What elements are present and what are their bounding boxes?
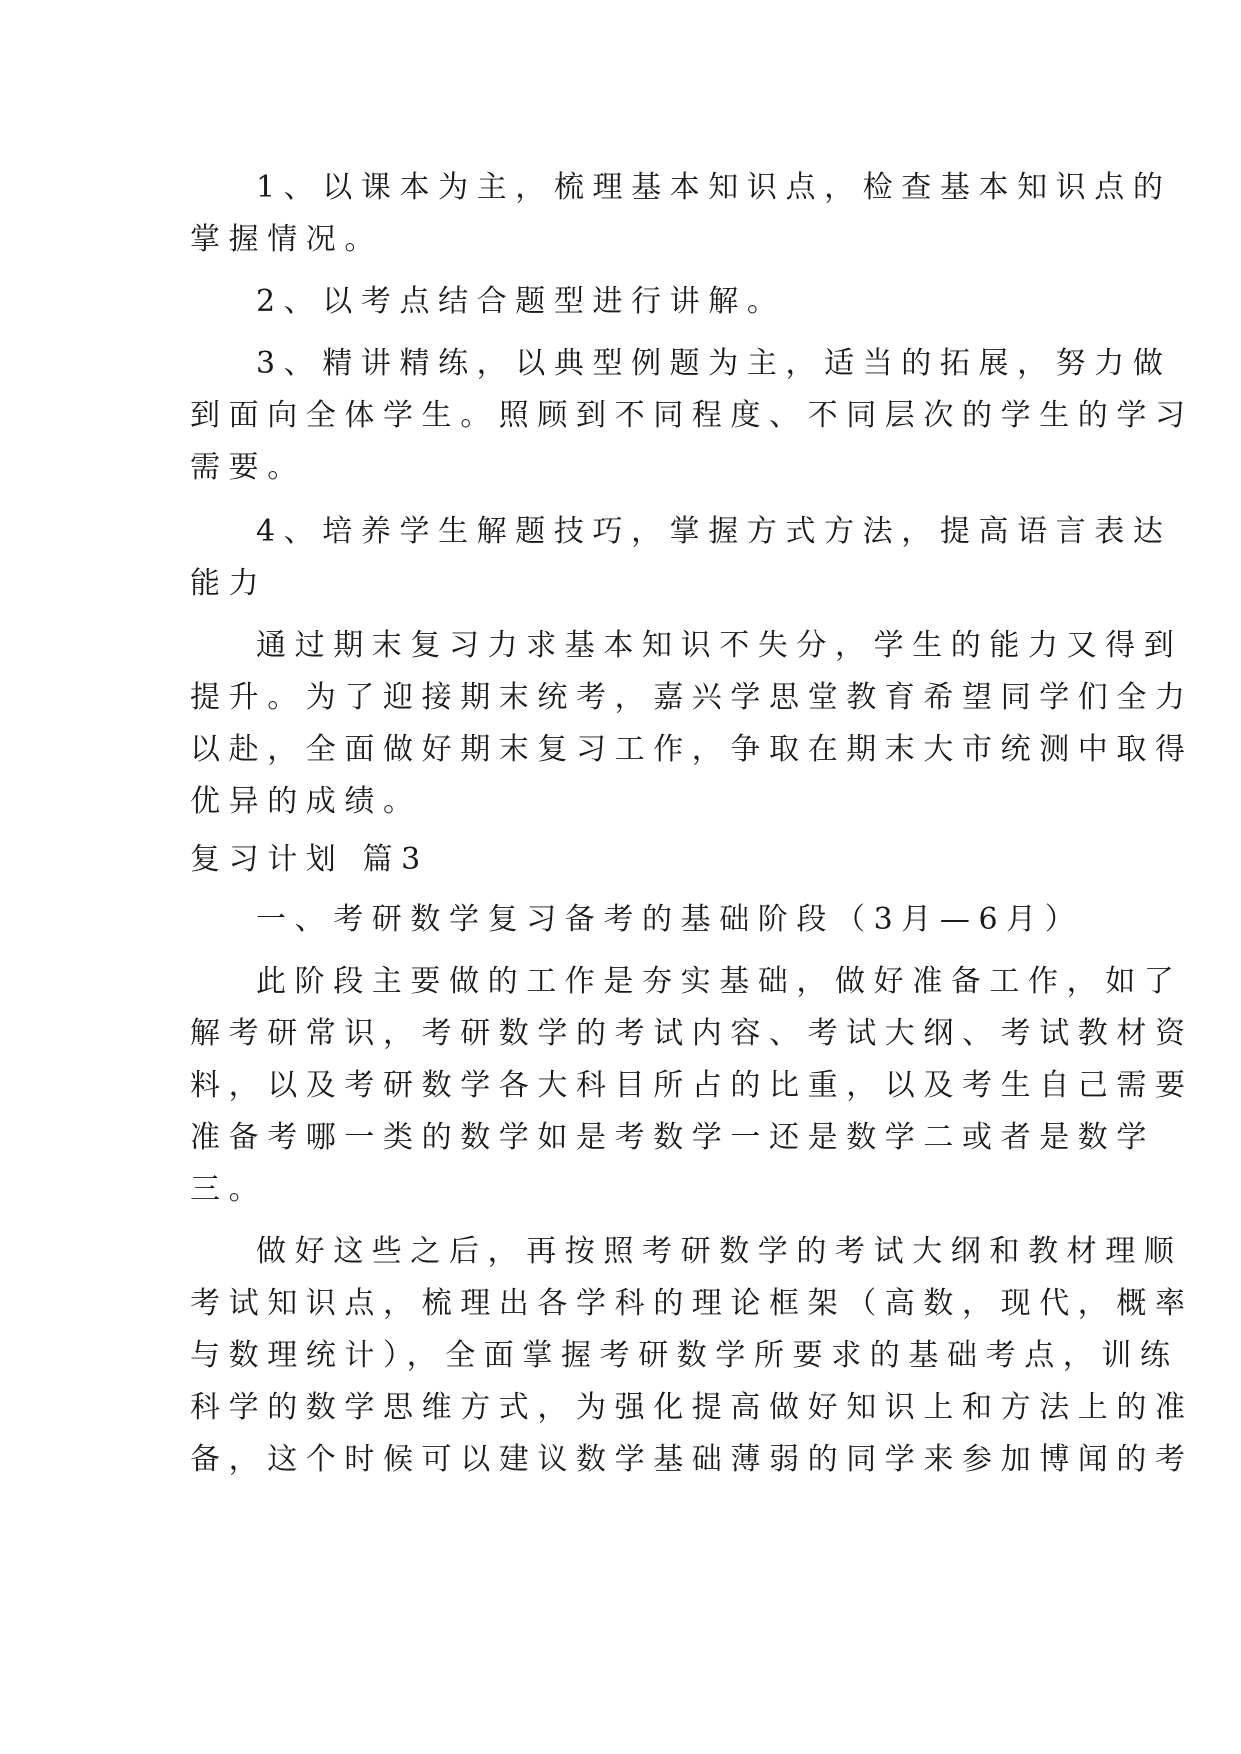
text-line-content: 此阶段主要做的工作是夯实基础，做好准备工作，如了 — [256, 964, 1183, 999]
text-line-content: 考试知识点，梳理出各学科的理论框架（高数，现代，概率 — [190, 1286, 1194, 1321]
text-line-content: 掌握情况。 — [190, 222, 383, 257]
text-line-content: 优异的成绩。 — [190, 784, 422, 819]
text-line-content: 4、培养学生解题技巧，掌握方式方法，提高语言表达 — [256, 514, 1172, 549]
text-line-content: 能力 — [190, 566, 268, 601]
text-line-content: 提升。为了迎接期末统考，嘉兴学思堂教育希望同学们全力 — [190, 680, 1194, 715]
text-line-content: 科学的数学思维方式，为强化提高做好知识上和方法上的准 — [190, 1390, 1194, 1425]
text-line-content: 需要。 — [190, 450, 306, 485]
text-line-content: 料，以及考研数学各大科目所占的比重，以及考生自己需要 — [190, 1068, 1194, 1103]
text-line-content: 1、以课本为主，梳理基本知识点，检查基本知识点的 — [256, 170, 1172, 205]
text-line-content: 通过期末复习力求基本知识不失分，学生的能力又得到 — [256, 628, 1183, 663]
text-line-content: 以赴，全面做好期末复习工作，争取在期末大市统测中取得 — [190, 732, 1194, 767]
text-line-content: 准备考哪一类的数学如是考数学一还是数学二或者是数学 — [190, 1120, 1155, 1155]
text-line-content: 解考研常识，考研数学的考试内容、考试大纲、考试教材资 — [190, 1016, 1194, 1051]
text-line-content: 一、考研数学复习备考的基础阶段（3月—6月） — [256, 902, 1084, 937]
text-line-content: 到面向全体学生。照顾到不同程度、不同层次的学生的学习 — [190, 398, 1194, 433]
text-line-content: 三。 — [190, 1172, 268, 1207]
text-line-content: 2、以考点结合题型进行讲解。 — [256, 284, 786, 319]
text-line-content: 做好这些之后，再按照考研数学的考试大纲和教材理顺 — [256, 1234, 1183, 1269]
text-line-content: 3、精讲精练，以典型例题为主，适当的拓展，努力做 — [256, 346, 1172, 381]
section-heading-text: 复习计划 篇3 — [190, 842, 429, 877]
text-line-content: 与数理统计），全面掌握考研数学所要求的基础考点，训练 — [190, 1338, 1179, 1373]
text-line-content: 备，这个时候可以建议数学基础薄弱的同学来参加博闻的考 — [190, 1442, 1194, 1477]
